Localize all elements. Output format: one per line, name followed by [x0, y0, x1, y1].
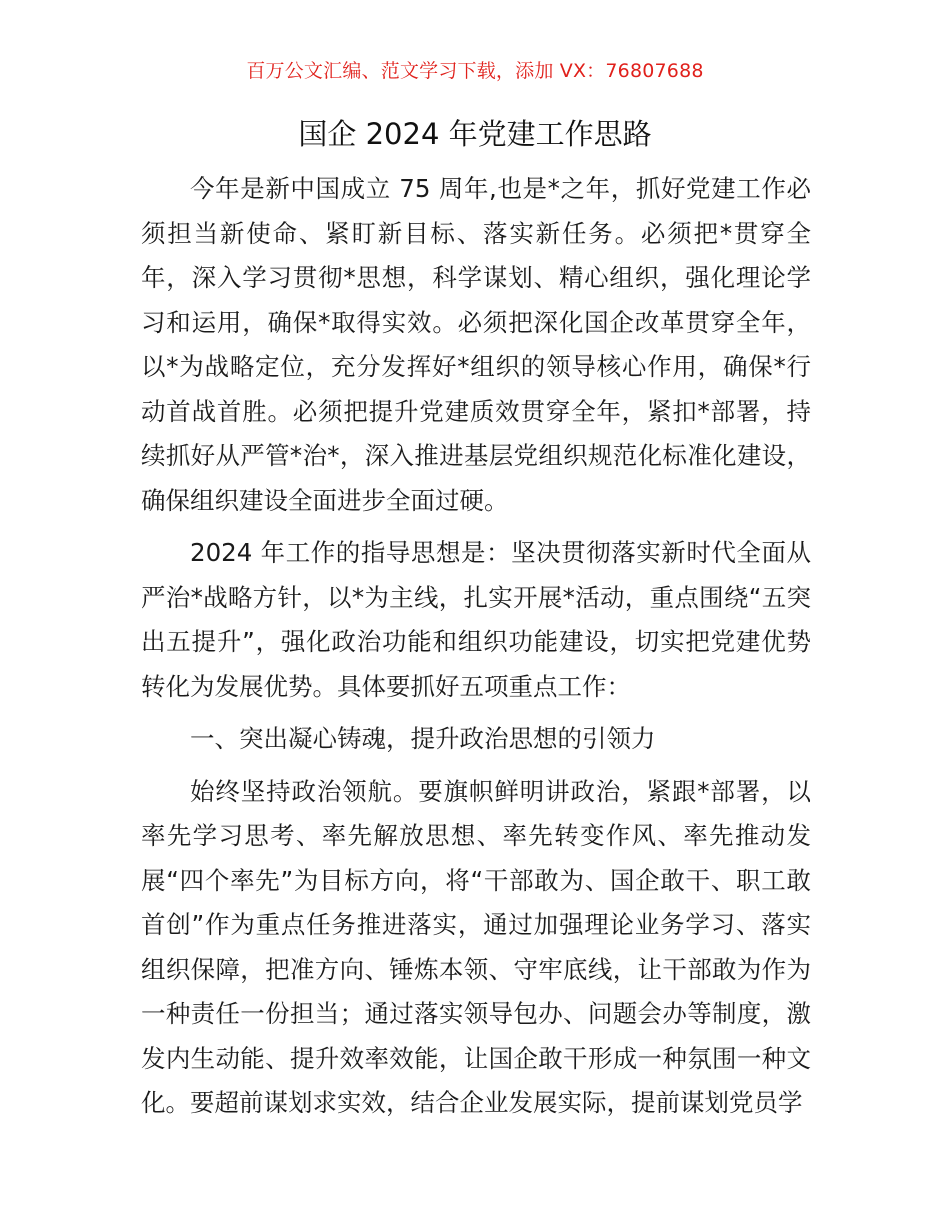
document-title: 国企 2024 年党建工作思路 — [298, 117, 652, 151]
document-body — [141, 167, 811, 1134]
paragraph-guiding-thought: 2024 年工作的指导思想是：坚决贯彻落实新时代全面从严治*战略方针，以*为主线，扎实开展*活动，重点围绕“五突出五提升”，强化政治功能和组织功能建设，切实把党建优势转化为发展优势。具体要抓好五项重点工作： — [141, 538, 811, 701]
paragraph-intro: 今年是新中国成立 75 周年,也是*之年，抓好党建工作必须担当新使命、紧盯新目标、落实新任务。必须把*贯穿全年，深入学习贯彻*思想，科学谋划、精心组织，强化理论学习和运用，确保*取得实效。必须把深化国企改革贯穿全年，以*为战略定位，充分发挥好*组织的领导核心作用，确保*行动首战首胜。必须把提升党建质效贯穿全年，紧扣*部署，持续抓好从严管*治*，深入推进基层党组织规范化标准化建设，确保组织建设全面进步全面过硬。 — [141, 174, 811, 515]
paragraph-political-leadership: 始终坚持政治领航。要旗帜鲜明讲政治，紧跟*部署，以率先学习思考、率先解放思想、率先转变作风、率先推动发展“四个率先”为目标方向，将“干部敢为、国企敢干、职工敢首创”作为重点任务推进落实，通过加强理论业务学习、落实组织保障，把准方向、锤炼本领、守牢底线，让干部敢为作为一种责任一份担当；通过落实领导包办、问题会办等制度，激发内生动能、提升效率效能，让国企敢干形成一种氛围一种文化。要超前谋划求实效，结合企业发展实际，提前谋划党员学 — [141, 776, 811, 1117]
section-heading-1: 一、突出凝心铸魂，提升政治思想的引领力 — [190, 724, 656, 753]
watermark-banner: 百万公文汇编、范文学习下载，添加 VX：76807688 — [246, 60, 704, 82]
